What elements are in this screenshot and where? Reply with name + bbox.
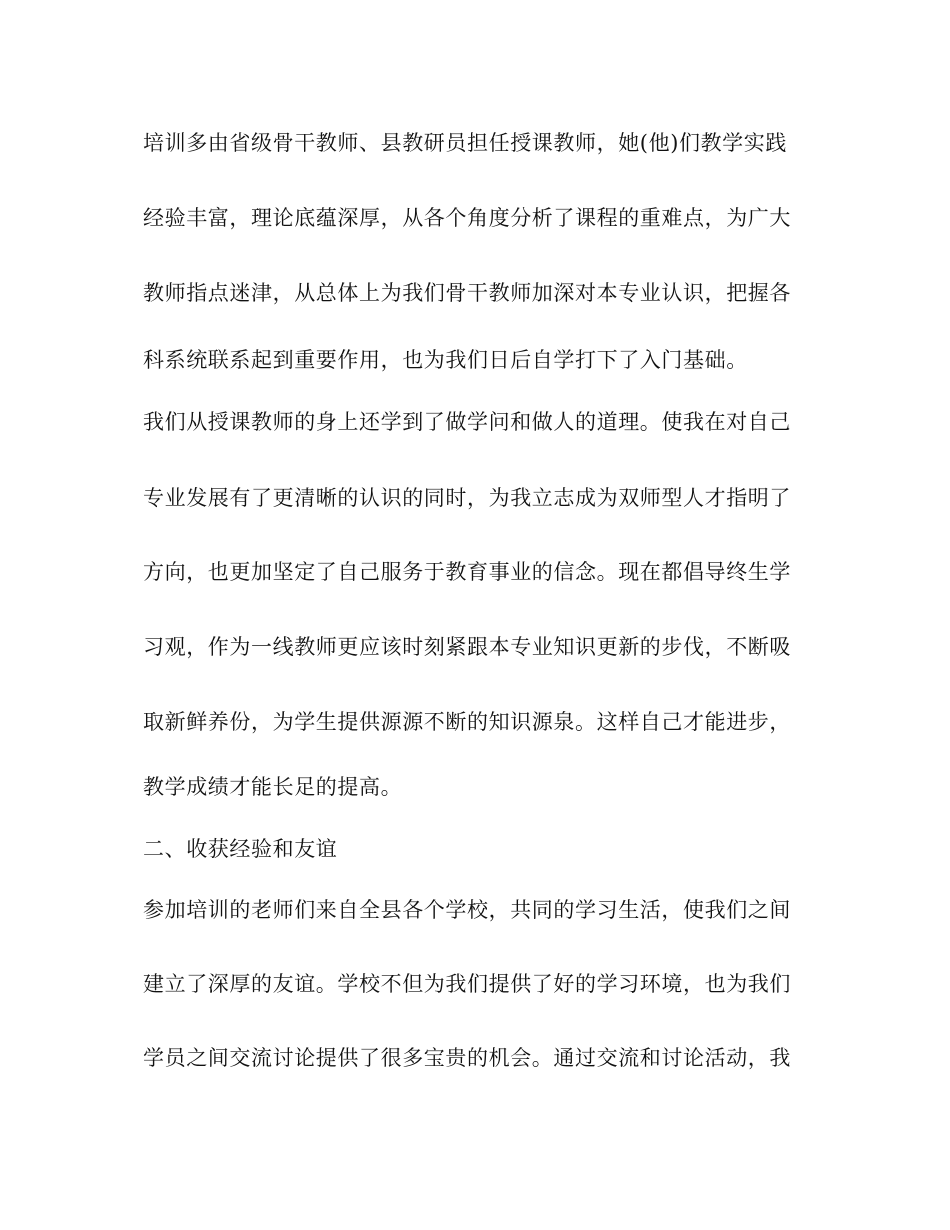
text-line: 培训多由省级骨干教师、县教研员担任授课教师，她(他)们教学实践	[143, 131, 787, 155]
text-line: 习观，作为一线教师更应该时刻紧跟本专业知识更新的步伐，不断吸	[143, 635, 791, 659]
text-line: 科系统联系起到重要作用，也为我们日后自学打下了入门基础。	[143, 348, 748, 372]
text-line: 我们从授课教师的身上还学到了做学问和做人的道理。使我在对自己	[143, 410, 791, 434]
text-line: 建立了深厚的友谊。学校不但为我们提供了好的学习环境，也为我们	[143, 972, 791, 996]
text-line: 经验丰富，理论底蕴深厚，从各个角度分析了课程的重难点，为广大	[143, 206, 791, 230]
text-line: 参加培训的老师们来自全县各个学校，共同的学习生活，使我们之间	[143, 898, 791, 922]
text-line: 教师指点迷津，从总体上为我们骨干教师加深对本专业认识，把握各	[143, 281, 791, 305]
text-line: 专业发展有了更清晰的认识的同时，为我立志成为双师型人才指明了	[143, 486, 791, 510]
section-heading: 二、收获经验和友谊	[143, 837, 338, 861]
text-line: 学员之间交流讨论提供了很多宝贵的机会。通过交流和讨论活动，我	[143, 1046, 791, 1070]
text-line: 教学成绩才能长足的提高。	[143, 775, 403, 799]
text-line: 方向，也更加坚定了自己服务于教育事业的信念。现在都倡导终生学	[143, 560, 791, 584]
text-line: 取新鲜养份，为学生提供源源不断的知识源泉。这样自己才能进步，	[143, 710, 791, 734]
